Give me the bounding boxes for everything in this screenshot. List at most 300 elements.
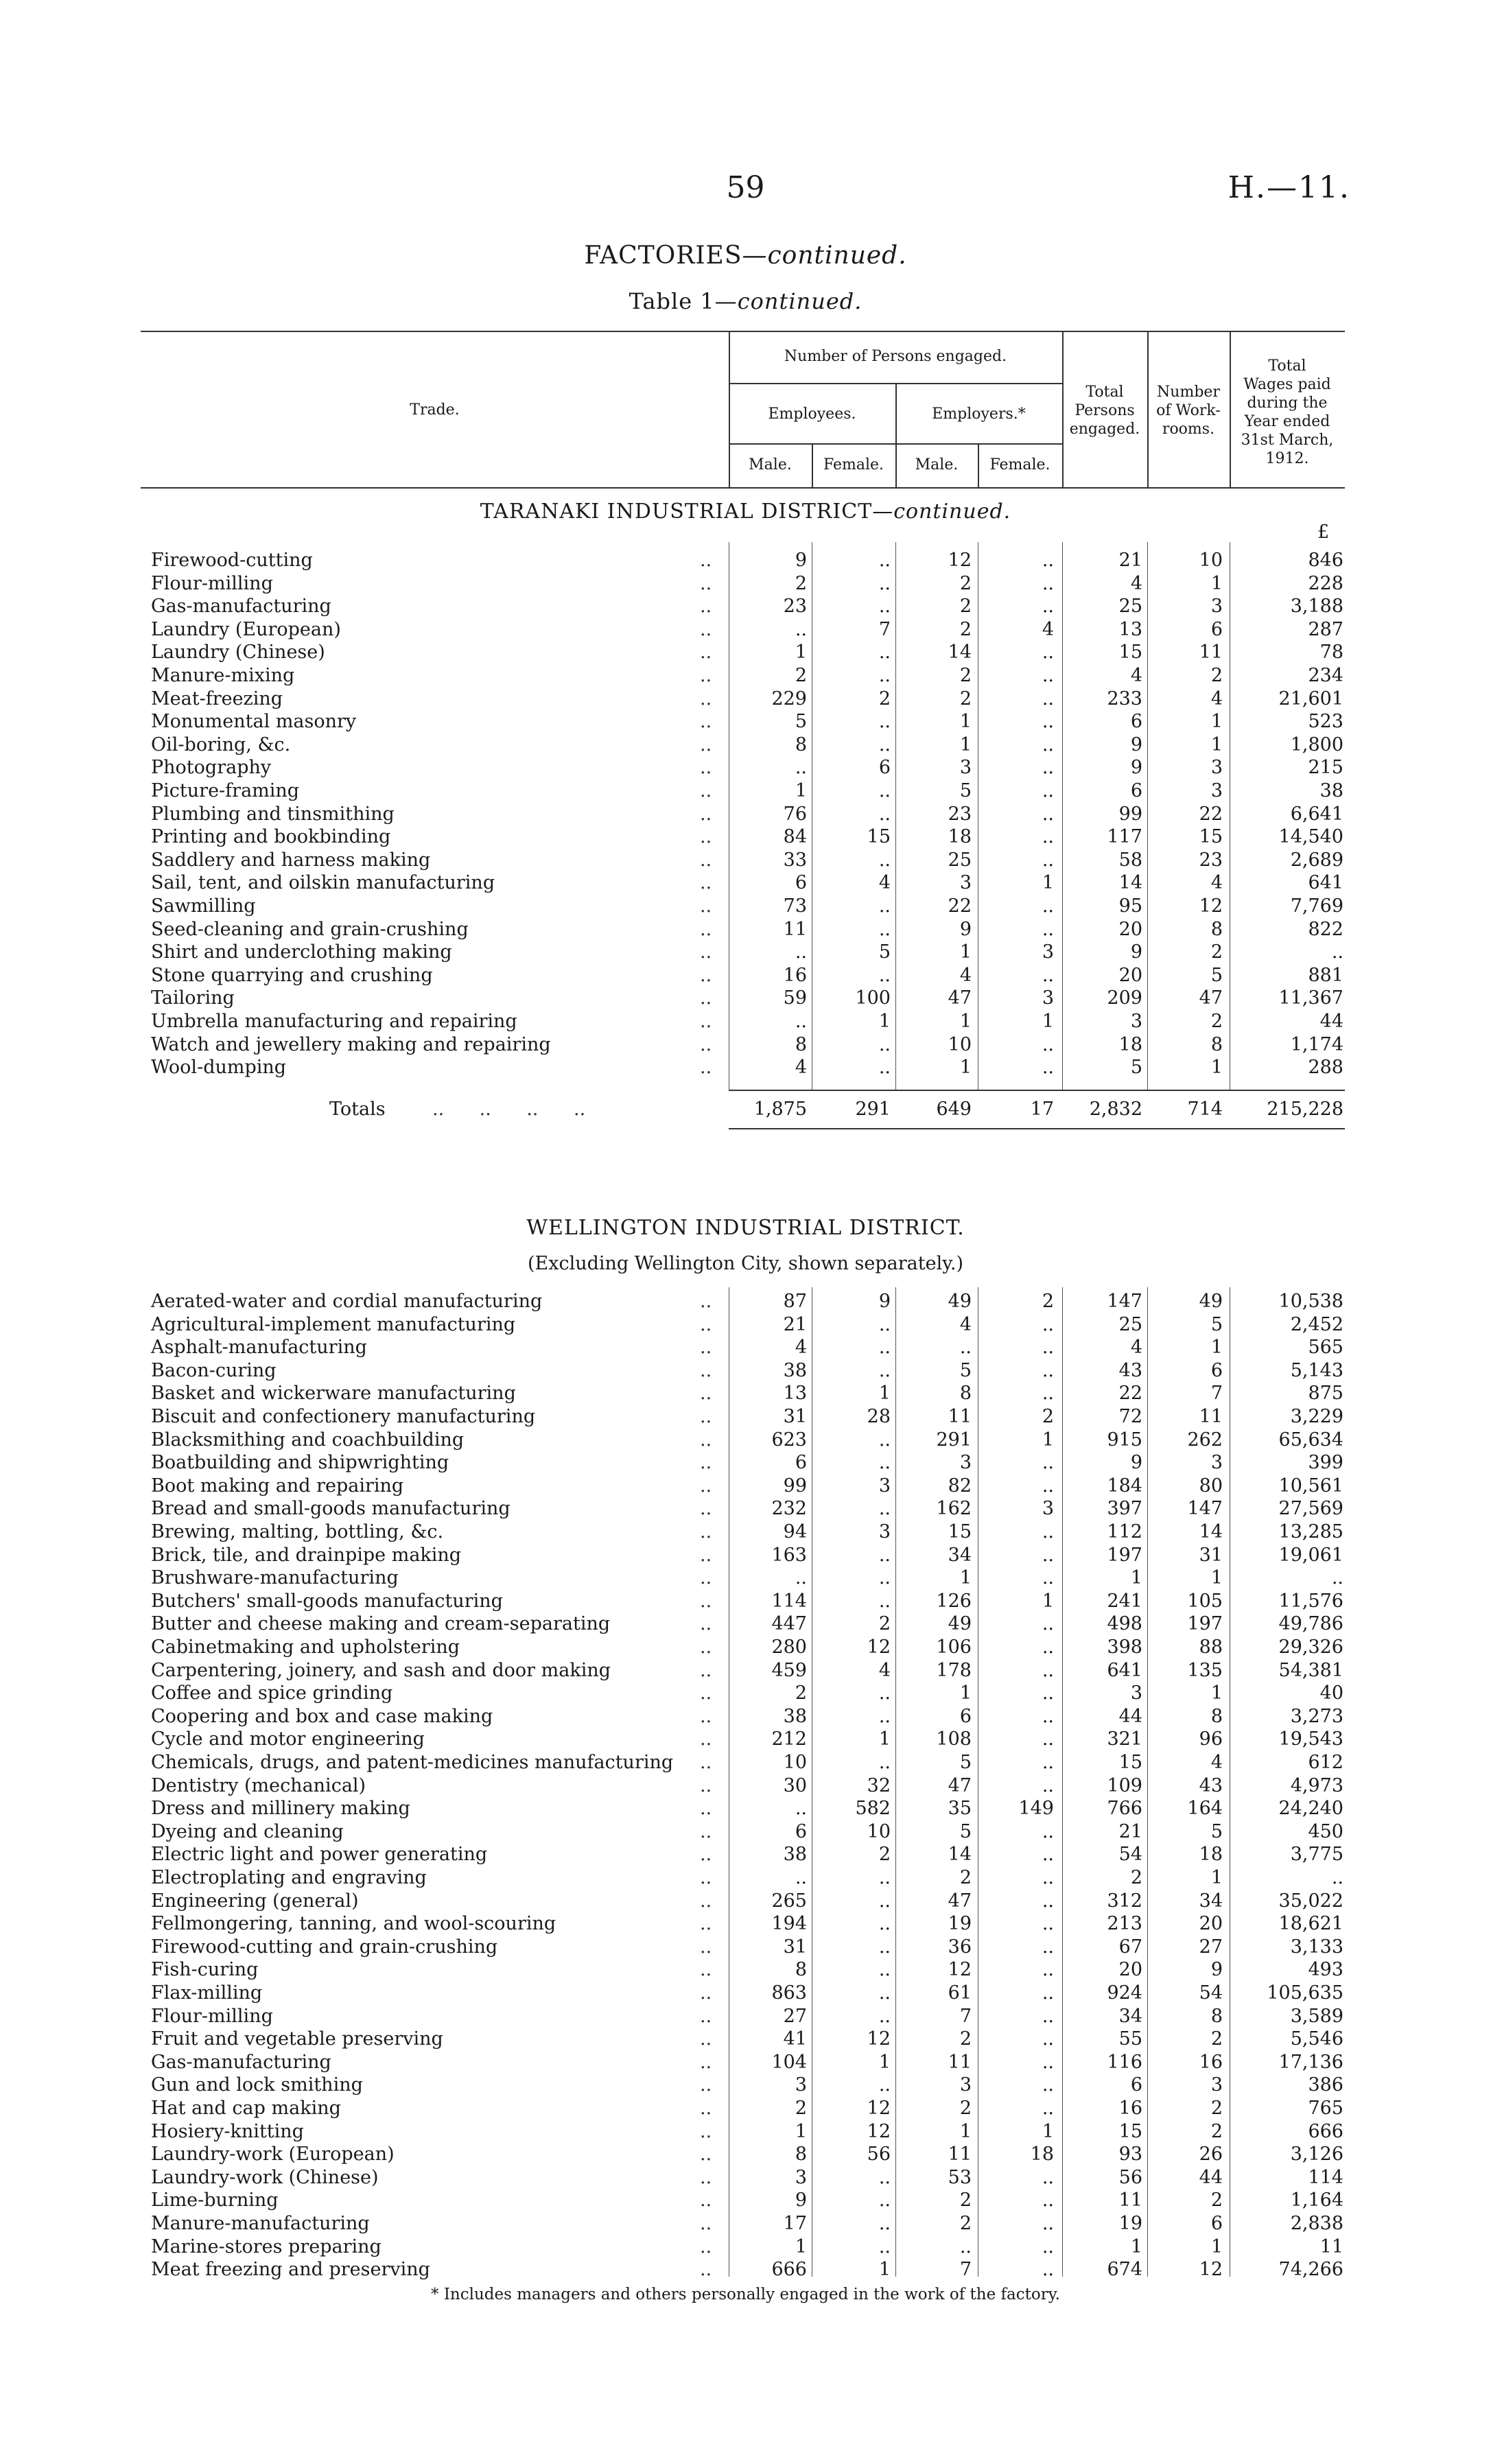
employer-female-cell: ..: [1042, 1844, 1054, 1866]
workrooms-cell: 5: [1210, 1820, 1223, 1842]
wages-cell: 3,188: [1290, 596, 1343, 618]
employee-female-cell: 12: [867, 2028, 891, 2050]
trade-name: Electroplating and engraving: [151, 1867, 427, 1888]
workrooms-cell: 105: [1187, 1590, 1223, 1612]
employer-male-cell: 12: [948, 1959, 972, 1981]
employer-female-cell: ..: [1042, 1936, 1054, 1958]
total-persons: 2,832: [1089, 1099, 1142, 1120]
column-rule: [1062, 542, 1063, 1090]
employee-female-cell: ..: [878, 1890, 891, 1912]
workrooms-cell: 6: [1210, 1359, 1223, 1381]
employee-female-cell: ..: [878, 550, 891, 571]
employee-male-cell: 84: [783, 826, 807, 848]
trade-name: Monumental masonry: [151, 711, 357, 733]
dot-leader: ..: [700, 1521, 712, 1542]
wellington-table-row: [0, 1659, 1491, 1682]
employee-male-cell: 94: [783, 1521, 807, 1542]
workrooms-cell: 12: [1199, 2259, 1223, 2281]
workrooms-cell: 47: [1199, 987, 1223, 1009]
employer-female-cell: ..: [1042, 688, 1054, 709]
column-rule: [895, 1287, 896, 2277]
trade-name: Blacksmithing and coachbuilding: [151, 1429, 465, 1451]
trade-name: Aerated-water and cordial manufacturing: [151, 1291, 543, 1312]
employer-male-cell: 6: [959, 1705, 972, 1727]
trade-name: Manure-mixing: [151, 665, 295, 686]
wages-cell: 6,641: [1290, 803, 1343, 825]
wellington-table-row: [0, 2143, 1491, 2166]
employee-male-cell: 232: [771, 1498, 807, 1520]
dot-leader: ..: [700, 826, 712, 848]
dot-leader: ..: [700, 2005, 712, 2027]
workrooms-cell: 34: [1199, 1890, 1223, 1912]
taranaki-table-row: [0, 825, 1491, 849]
employer-male-cell: 2: [959, 2190, 972, 2211]
employee-male-cell: 5: [795, 711, 807, 733]
dot-leader: ..: [700, 1567, 712, 1589]
employee-male-cell: 11: [783, 918, 807, 940]
wellington-table-row: [0, 2166, 1491, 2190]
trade-name: Biscuit and confectionery manufacturing: [151, 1406, 536, 1427]
header-employee-male: Male.: [749, 456, 792, 473]
taranaki-table-row: [0, 1056, 1491, 1079]
dot-leader: ..: [700, 2166, 712, 2188]
workrooms-cell: 2: [1210, 2028, 1223, 2050]
trade-name: Dyeing and cleaning: [151, 1820, 344, 1842]
taranaki-table-row: [0, 734, 1491, 757]
dot-leader: ..: [700, 1406, 712, 1427]
total-persons-cell: 674: [1107, 2259, 1142, 2281]
column-rule: [1147, 542, 1148, 1090]
workrooms-cell: 135: [1187, 1659, 1223, 1681]
employee-female-cell: ..: [878, 2005, 891, 2027]
employer-female-cell: 18: [1030, 2144, 1054, 2166]
wages-cell: 666: [1308, 2120, 1343, 2142]
employer-male-cell: 2: [959, 665, 972, 686]
trade-name: Electric light and power generating: [151, 1844, 488, 1866]
workrooms-cell: 262: [1187, 1429, 1223, 1451]
employer-male-cell: 2: [959, 688, 972, 709]
wellington-table-row: [0, 1890, 1491, 1913]
column-rule: [895, 542, 896, 1090]
employer-female-cell: ..: [1042, 2098, 1054, 2119]
trade-name: Flour-milling: [151, 572, 273, 594]
dot-leader: ..: [700, 2074, 712, 2096]
employee-male-cell: 9: [795, 550, 807, 571]
dot-leader: ..: [700, 1498, 712, 1520]
wages-cell: 13,285: [1278, 1521, 1343, 1542]
workrooms-cell: 2: [1210, 941, 1223, 963]
employee-female-cell: ..: [878, 1337, 891, 1359]
employee-male-cell: 38: [783, 1705, 807, 1727]
total-persons-cell: 44: [1118, 1705, 1142, 1727]
dot-leader: ..: [700, 1890, 712, 1912]
wellington-table-row: [0, 1682, 1491, 1705]
header-trade: Trade.: [410, 401, 460, 419]
employer-female-cell: ..: [1042, 2028, 1054, 2050]
employer-female-cell: ..: [1042, 572, 1054, 594]
employee-female-cell: ..: [878, 918, 891, 940]
wellington-table-row: [0, 2097, 1491, 2120]
total-persons-cell: 312: [1107, 1890, 1142, 1912]
wellington-table-row: [0, 1728, 1491, 1751]
taranaki-table-row: [0, 641, 1491, 664]
employee-female-cell: ..: [878, 964, 891, 986]
dot-leader: ..: [700, 941, 712, 963]
employee-female-cell: ..: [878, 1913, 891, 1935]
trade-name: Cycle and motor engineering: [151, 1728, 425, 1750]
employer-female-cell: ..: [1042, 1567, 1054, 1589]
employee-female-cell: 1: [878, 1011, 891, 1032]
trade-name: Chemicals, drugs, and patent-medicines manufacturing: [151, 1752, 674, 1773]
workrooms-cell: 23: [1199, 849, 1223, 871]
employer-male-cell: 14: [948, 1844, 972, 1866]
dot-leader: ..: [700, 665, 712, 686]
wellington-table-row: [0, 2236, 1491, 2259]
wellington-table-row: [0, 1797, 1491, 1820]
employee-male-cell: 447: [771, 1613, 807, 1635]
employer-male-cell: 22: [948, 895, 972, 917]
employee-male-cell: 1: [795, 642, 807, 664]
total-persons-cell: 2: [1130, 1867, 1142, 1888]
wages-cell: 2,689: [1290, 849, 1343, 871]
dot-leader: ..: [700, 803, 712, 825]
table-title-suffix: —continued.: [714, 288, 862, 314]
workrooms-cell: 9: [1210, 1959, 1223, 1981]
employer-male-cell: 7: [959, 2005, 972, 2027]
workrooms-cell: 197: [1187, 1613, 1223, 1635]
total-persons-cell: 11: [1118, 2190, 1142, 2211]
employer-male-cell: 2: [959, 2098, 972, 2119]
dot-leader: ..: [700, 757, 712, 779]
employer-female-cell: ..: [1042, 2236, 1054, 2257]
dot-leader: ..: [700, 711, 712, 733]
employer-female-cell: ..: [1042, 596, 1054, 618]
employee-female-cell: ..: [878, 1590, 891, 1612]
employer-female-cell: 1: [1042, 872, 1054, 894]
employee-female-cell: ..: [878, 1867, 891, 1888]
header-top-rule: [141, 331, 1345, 332]
employee-male-cell: 2: [795, 1682, 807, 1704]
trade-name: Gas-manufacturing: [151, 596, 331, 618]
wages-cell: 29,326: [1278, 1636, 1343, 1658]
total-persons-cell: 18: [1118, 1033, 1142, 1055]
wellington-table-row: [0, 1820, 1491, 1844]
employer-male-cell: 5: [959, 1820, 972, 1842]
trade-name: Butter and cheese making and cream-separating: [151, 1613, 611, 1635]
wages-cell: 105,635: [1267, 1982, 1343, 2004]
employee-male-cell: ..: [795, 1867, 807, 1888]
total-persons-cell: 398: [1107, 1636, 1142, 1658]
dot-leader: ..: [700, 964, 712, 986]
employer-male-cell: ..: [959, 2236, 972, 2257]
dot-leader: ..: [700, 1475, 712, 1497]
employee-female-cell: 4: [878, 1659, 891, 1681]
wellington-table-row: [0, 1429, 1491, 1452]
wages-cell: 65,634: [1278, 1429, 1343, 1451]
title-main: FACTORIES: [584, 242, 742, 270]
employee-female-cell: ..: [878, 1936, 891, 1958]
total-employee-female: 291: [855, 1099, 891, 1120]
employee-male-cell: 459: [771, 1659, 807, 1681]
employee-female-cell: ..: [878, 1959, 891, 1981]
employee-female-cell: ..: [878, 596, 891, 618]
employer-male-cell: 1: [959, 734, 972, 755]
wages-cell: 11: [1319, 2236, 1343, 2257]
employer-female-cell: ..: [1042, 1313, 1054, 1335]
workrooms-cell: 2: [1210, 2098, 1223, 2119]
employer-male-cell: 291: [936, 1429, 972, 1451]
employer-female-cell: ..: [1042, 1613, 1054, 1635]
employee-male-cell: 33: [783, 849, 807, 871]
trade-name: Picture-framing: [151, 780, 300, 801]
employee-female-cell: ..: [878, 849, 891, 871]
wellington-table-row: [0, 1290, 1491, 1313]
employer-male-cell: 106: [936, 1636, 972, 1658]
employee-female-cell: ..: [878, 1752, 891, 1773]
employee-female-cell: 1: [878, 1728, 891, 1750]
total-persons-cell: 99: [1118, 803, 1142, 825]
header-employer-male: Male.: [915, 456, 959, 473]
trade-name: Umbrella manufacturing and repairing: [151, 1011, 517, 1032]
header-employee-female: Female.: [823, 456, 884, 473]
wages-cell: ..: [1331, 941, 1343, 963]
employee-male-cell: 59: [783, 987, 807, 1009]
employee-male-cell: ..: [795, 757, 807, 779]
employer-male-cell: 3: [959, 757, 972, 779]
workrooms-cell: 2: [1210, 665, 1223, 686]
wages-cell: 3,589: [1290, 2005, 1343, 2027]
employer-female-cell: 3: [1042, 987, 1054, 1009]
taranaki-table-row: [0, 572, 1491, 596]
dot-leader: ..: [700, 1705, 712, 1727]
document-code: H.—11.: [1228, 170, 1350, 205]
wages-cell: 641: [1308, 872, 1343, 894]
workrooms-cell: 4: [1210, 688, 1223, 709]
trade-name: Plumbing and tinsmithing: [151, 803, 395, 825]
total-persons-cell: 9: [1130, 1452, 1142, 1474]
dot-leader: ..: [700, 1337, 712, 1359]
workrooms-cell: 43: [1199, 1774, 1223, 1796]
dot-leader: ..: [700, 1429, 712, 1451]
trade-name: Asphalt-manufacturing: [151, 1337, 367, 1359]
employee-male-cell: 2: [795, 665, 807, 686]
employee-female-cell: ..: [878, 2166, 891, 2188]
employee-female-cell: 32: [867, 1774, 891, 1796]
trade-name: Shirt and underclothing making: [151, 941, 452, 963]
workrooms-cell: 1: [1210, 734, 1223, 755]
wages-cell: 14,540: [1278, 826, 1343, 848]
employee-female-cell: ..: [878, 1544, 891, 1566]
total-persons-cell: 117: [1107, 826, 1142, 848]
employee-male-cell: 38: [783, 1359, 807, 1381]
trade-name: Meat freezing and preserving: [151, 2259, 430, 2281]
employer-female-cell: ..: [1042, 2166, 1054, 2188]
dot-leader: ..: [700, 1359, 712, 1381]
employer-female-cell: 2: [1042, 1291, 1054, 1312]
workrooms-cell: 1: [1210, 1567, 1223, 1589]
employer-male-cell: 4: [959, 1313, 972, 1335]
dot-leader: ..: [700, 1774, 712, 1796]
total-persons-cell: 22: [1118, 1383, 1142, 1405]
employee-female-cell: ..: [878, 572, 891, 594]
wellington-table-row: [0, 1751, 1491, 1774]
trade-name: Meat-freezing: [151, 688, 283, 709]
employer-female-cell: 3: [1042, 1498, 1054, 1520]
employer-female-cell: 149: [1018, 1798, 1054, 1820]
dot-leader: ..: [700, 2213, 712, 2234]
employer-male-cell: 10: [948, 1033, 972, 1055]
workrooms-cell: 44: [1199, 2166, 1223, 2188]
total-persons-cell: 9: [1130, 734, 1142, 755]
column-rule: [1147, 1287, 1148, 2277]
wages-cell: 5,546: [1290, 2028, 1343, 2050]
wages-cell: 288: [1308, 1057, 1343, 1079]
dot-leader: ..: [700, 1033, 712, 1055]
employer-female-cell: ..: [1042, 1659, 1054, 1681]
trade-name: Hat and cap making: [151, 2098, 341, 2119]
dot-leader: ..: [700, 987, 712, 1009]
workrooms-cell: 6: [1210, 2213, 1223, 2234]
total-persons-cell: 15: [1118, 1752, 1142, 1773]
total-persons-cell: 233: [1107, 688, 1142, 709]
employer-female-cell: ..: [1042, 1544, 1054, 1566]
trade-name: Sail, tent, and oilskin manufacturing: [151, 872, 495, 894]
wellington-table-row: [0, 1359, 1491, 1383]
total-persons-cell: 95: [1118, 895, 1142, 917]
total-persons-cell: 3: [1130, 1682, 1142, 1704]
employer-male-cell: 1: [959, 711, 972, 733]
workrooms-cell: 18: [1199, 1844, 1223, 1866]
wellington-table-row: [0, 2074, 1491, 2097]
total-persons-cell: 15: [1118, 2120, 1142, 2142]
wages-cell: 386: [1308, 2074, 1343, 2096]
trade-name: Oil-boring, &c.: [151, 734, 291, 755]
wellington-table-row: [0, 1958, 1491, 1982]
workrooms-cell: 2: [1210, 2190, 1223, 2211]
workrooms-cell: 2: [1210, 2120, 1223, 2142]
dot-leader: ..: [700, 2259, 712, 2281]
dot-leader: ..: [700, 1011, 712, 1032]
employer-male-cell: 7: [959, 2259, 972, 2281]
employee-male-cell: 3: [795, 2074, 807, 2096]
employee-male-cell: 194: [771, 1913, 807, 1935]
employer-male-cell: 19: [948, 1913, 972, 1935]
taranaki-table-row: [0, 964, 1491, 987]
employer-male-cell: 1: [959, 1682, 972, 1704]
trade-name: Coffee and spice grinding: [151, 1682, 393, 1704]
workrooms-cell: 11: [1199, 1406, 1223, 1427]
dot-leader: ..: [700, 642, 712, 664]
employer-female-cell: ..: [1042, 1982, 1054, 2004]
total-persons-cell: 54: [1118, 1844, 1142, 1866]
trade-name: Flax-milling: [151, 1982, 263, 2004]
trade-name: Cabinetmaking and upholstering: [151, 1636, 460, 1658]
employer-female-cell: 1: [1042, 1429, 1054, 1451]
employee-male-cell: 8: [795, 2144, 807, 2166]
employer-male-cell: 2: [959, 572, 972, 594]
wages-cell: 24,240: [1278, 1798, 1343, 1820]
workrooms-cell: 164: [1187, 1798, 1223, 1820]
workrooms-cell: 5: [1210, 1313, 1223, 1335]
wages-cell: 875: [1308, 1383, 1343, 1405]
employer-male-cell: 1: [959, 1567, 972, 1589]
employer-female-cell: ..: [1042, 2190, 1054, 2211]
workrooms-cell: 27: [1199, 1936, 1223, 1958]
employee-female-cell: 1: [878, 2051, 891, 2073]
taranaki-table-row: [0, 618, 1491, 642]
employee-female-cell: ..: [878, 2236, 891, 2257]
employee-female-cell: 56: [867, 2144, 891, 2166]
employee-male-cell: 623: [771, 1429, 807, 1451]
wellington-table-row: [0, 1936, 1491, 1959]
employee-male-cell: 265: [771, 1890, 807, 1912]
total-persons-cell: 109: [1107, 1774, 1142, 1796]
trade-name: Bread and small-goods manufacturing: [151, 1498, 510, 1520]
total-employer-male: 649: [936, 1099, 972, 1120]
total-persons-cell: 58: [1118, 849, 1142, 871]
employee-female-cell: ..: [878, 803, 891, 825]
total-persons-cell: 3: [1130, 1011, 1142, 1032]
trade-name: Firewood-cutting and grain-crushing: [151, 1936, 498, 1958]
employee-female-cell: ..: [878, 1033, 891, 1055]
employer-male-cell: 47: [948, 1890, 972, 1912]
trade-name: Wool-dumping: [151, 1057, 287, 1079]
wellington-table-row: [0, 1405, 1491, 1429]
wellington-table-row: [0, 1475, 1491, 1498]
employer-female-cell: ..: [1042, 1033, 1054, 1055]
dot-leader: ..: [700, 1728, 712, 1750]
trade-name: Dress and millinery making: [151, 1798, 410, 1820]
total-persons-cell: 116: [1107, 2051, 1142, 2073]
wages-cell: 3,273: [1290, 1705, 1343, 1727]
trade-name: Coopering and box and case making: [151, 1705, 493, 1727]
workrooms-cell: 147: [1187, 1498, 1223, 1520]
employer-female-cell: 1: [1042, 1011, 1054, 1032]
wellington-table-row: [0, 1866, 1491, 1890]
workrooms-cell: 12: [1199, 895, 1223, 917]
employer-female-cell: ..: [1042, 918, 1054, 940]
table-title-main: Table 1: [629, 288, 715, 314]
workrooms-cell: 54: [1199, 1982, 1223, 2004]
employer-female-cell: ..: [1042, 964, 1054, 986]
trade-name: Brewing, malting, bottling, &c.: [151, 1521, 444, 1542]
employee-female-cell: 2: [878, 1844, 891, 1866]
dot-leader: ..: [700, 895, 712, 917]
employer-female-cell: ..: [1042, 803, 1054, 825]
employee-female-cell: 3: [878, 1475, 891, 1497]
employer-male-cell: 11: [948, 2051, 972, 2073]
employer-female-cell: 4: [1042, 618, 1054, 640]
workrooms-cell: 1: [1210, 1867, 1223, 1888]
trade-name: Tailoring: [151, 987, 235, 1009]
employer-female-cell: ..: [1042, 1867, 1054, 1888]
employer-male-cell: 2: [959, 2213, 972, 2234]
workrooms-cell: 26: [1199, 2144, 1223, 2166]
employee-male-cell: 16: [783, 964, 807, 986]
dot-leader: ..: [700, 1313, 712, 1335]
employee-female-cell: ..: [878, 1682, 891, 1704]
taranaki-table-row: [0, 688, 1491, 711]
employee-female-cell: ..: [878, 642, 891, 664]
wages-cell: 44: [1319, 1011, 1343, 1032]
employee-female-cell: ..: [878, 1982, 891, 2004]
employee-female-cell: ..: [878, 1452, 891, 1474]
workrooms-cell: 11: [1199, 642, 1223, 664]
employer-female-cell: ..: [1042, 1890, 1054, 1912]
trade-name: Flour-milling: [151, 2005, 273, 2027]
wellington-table-row: [0, 2212, 1491, 2236]
total-persons-cell: 43: [1118, 1359, 1142, 1381]
